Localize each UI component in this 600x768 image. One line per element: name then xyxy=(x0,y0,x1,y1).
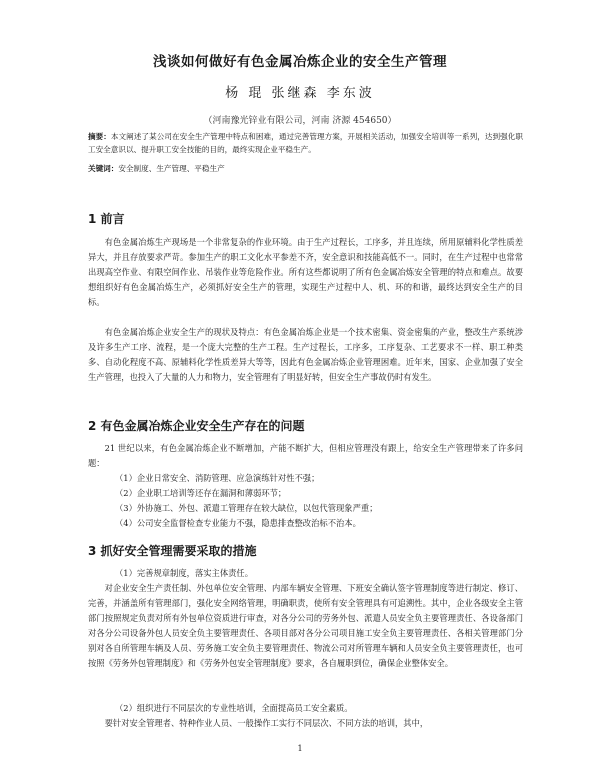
authors: 杨 琨 张继森 李东波 xyxy=(225,86,375,101)
section-heading-problems: 2 有色金属冶炼企业安全生产存在的问题 xyxy=(88,419,305,433)
measure-subheading: （1）完善规章制度，落实主体责任。 xyxy=(115,568,254,578)
section1-paragraph: 有色金属冶炼企业安全生产的现状及特点：有色金属冶炼企业是一个技术密集、资金密集的产业，整改生产系统涉及许多生产工序、流程，是一个庞大完整的生产工程。生产过程长，工序多，工序复杂、工艺要求不一样、职工种类多、自动化程度不高、原辅料化学性质差异大等等，因此有色金属冶炼企业管理困难。近年来，国家、企业加强了安全生产管理，也投入了大量的人力和物力，安全管理有了明显好转，但安全生产事故仍时有发生。 xyxy=(88,327,523,382)
page-number: 1 xyxy=(297,744,303,753)
abstract xyxy=(88,130,523,156)
abstract-text: 本文阐述了某公司在安全生产管理中特点和困难，通过完善管理方案，开展相关活动，加强安全培训等一系列，达到强化职工安全意识以、提升职工安全技能的目的，最终实现企业平稳生产。 xyxy=(88,132,524,154)
section1-paragraph: 有色金属冶炼生产现场是一个非常复杂的作业环境。由于生产过程长，工序多，并且连续，所用原辅料化学性质差异大，并且存放要求严苛。参加生产的职工文化水平参差不齐，安全意识和技能高低不一。同时，在生产过程中也常常出现高空作业、有限空间作业、吊装作业等危险作业。所有这些都说明了所有色金属冶炼安全管理的特点和难点。故要想组织好有色金属冶炼生产，必须抓好安全生产的管理，实现生产过程中人、机、环的和谐，最终达到安全生产的目标。 xyxy=(88,237,523,307)
section2-intro: 21 世纪以来，有色金属冶炼企业不断增加，产能不断扩大，但相应管理没有跟上，给安全生产管理带来了许多问题： xyxy=(88,443,523,468)
section-heading-measures: 3 抓好安全管理需要采取的措施 xyxy=(88,544,257,558)
keywords xyxy=(88,162,523,175)
section-heading-intro: 1 前言 xyxy=(88,212,125,226)
measure-subheading: （2）组织进行不同层次的专业性培训，全面提高员工安全素质。 xyxy=(115,703,353,713)
paper-title: 浅谈如何做好有色金属冶炼企业的安全生产管理 xyxy=(153,54,447,70)
keywords-text: 安全制度、生产管理、平稳生产 xyxy=(118,164,225,173)
problem-item: （2）企业职工培训等还存在漏洞和薄弱环节； xyxy=(115,488,287,498)
problem-item: （3）外协施工、外包、派遣工管理存在较大缺位，以包代管现象严重； xyxy=(115,503,378,513)
affiliation: （河南豫光锌业有限公司，河南 济源 454650） xyxy=(203,116,397,126)
section3-paragraph: 要针对安全管理者、特种作业人员、一般操作工实行不同层次、不同方法的培训，其中， xyxy=(104,718,429,728)
abstract-label: 摘要： xyxy=(88,132,111,141)
problem-item: （4）公司安全监督检查专业能力不强，隐患排查整改治标不治本。 xyxy=(115,518,361,528)
problem-item: （1）企业日常安全、消防管理、应急演练针对性不强； xyxy=(115,473,320,483)
keywords-label: 关键词： xyxy=(88,164,119,173)
section3-paragraph: 对企业安全生产责任制、外包单位安全管理、内部车辆安全管理、下班安全确认签字管理制度等进行制定、修订、完善，并涵盖所有管理部门，强化安全网络管理，明确职责，使所有安全管理具有可追溯性。其中，企业各级安全主管部门按照规定负责对所有外包单位资质进行审查，对各分公司的劳务外包、派遣人员安全负主要管理责任、各设备部门对各分公司设备外包人员安全负主要管理责任、各项目部对各分公司项目施工安全负主要管理责任、各相关管理部门分别对各自所管理车辆及人员、劳务施工安全负主要管理责任、物流公司对所管理车辆和人员安全负主要管理责任，也可按照《劳务外包管理制度》和《劳务外包安全管理制度》要求，各自履职到位，确保企业整体安全。 xyxy=(88,583,523,668)
